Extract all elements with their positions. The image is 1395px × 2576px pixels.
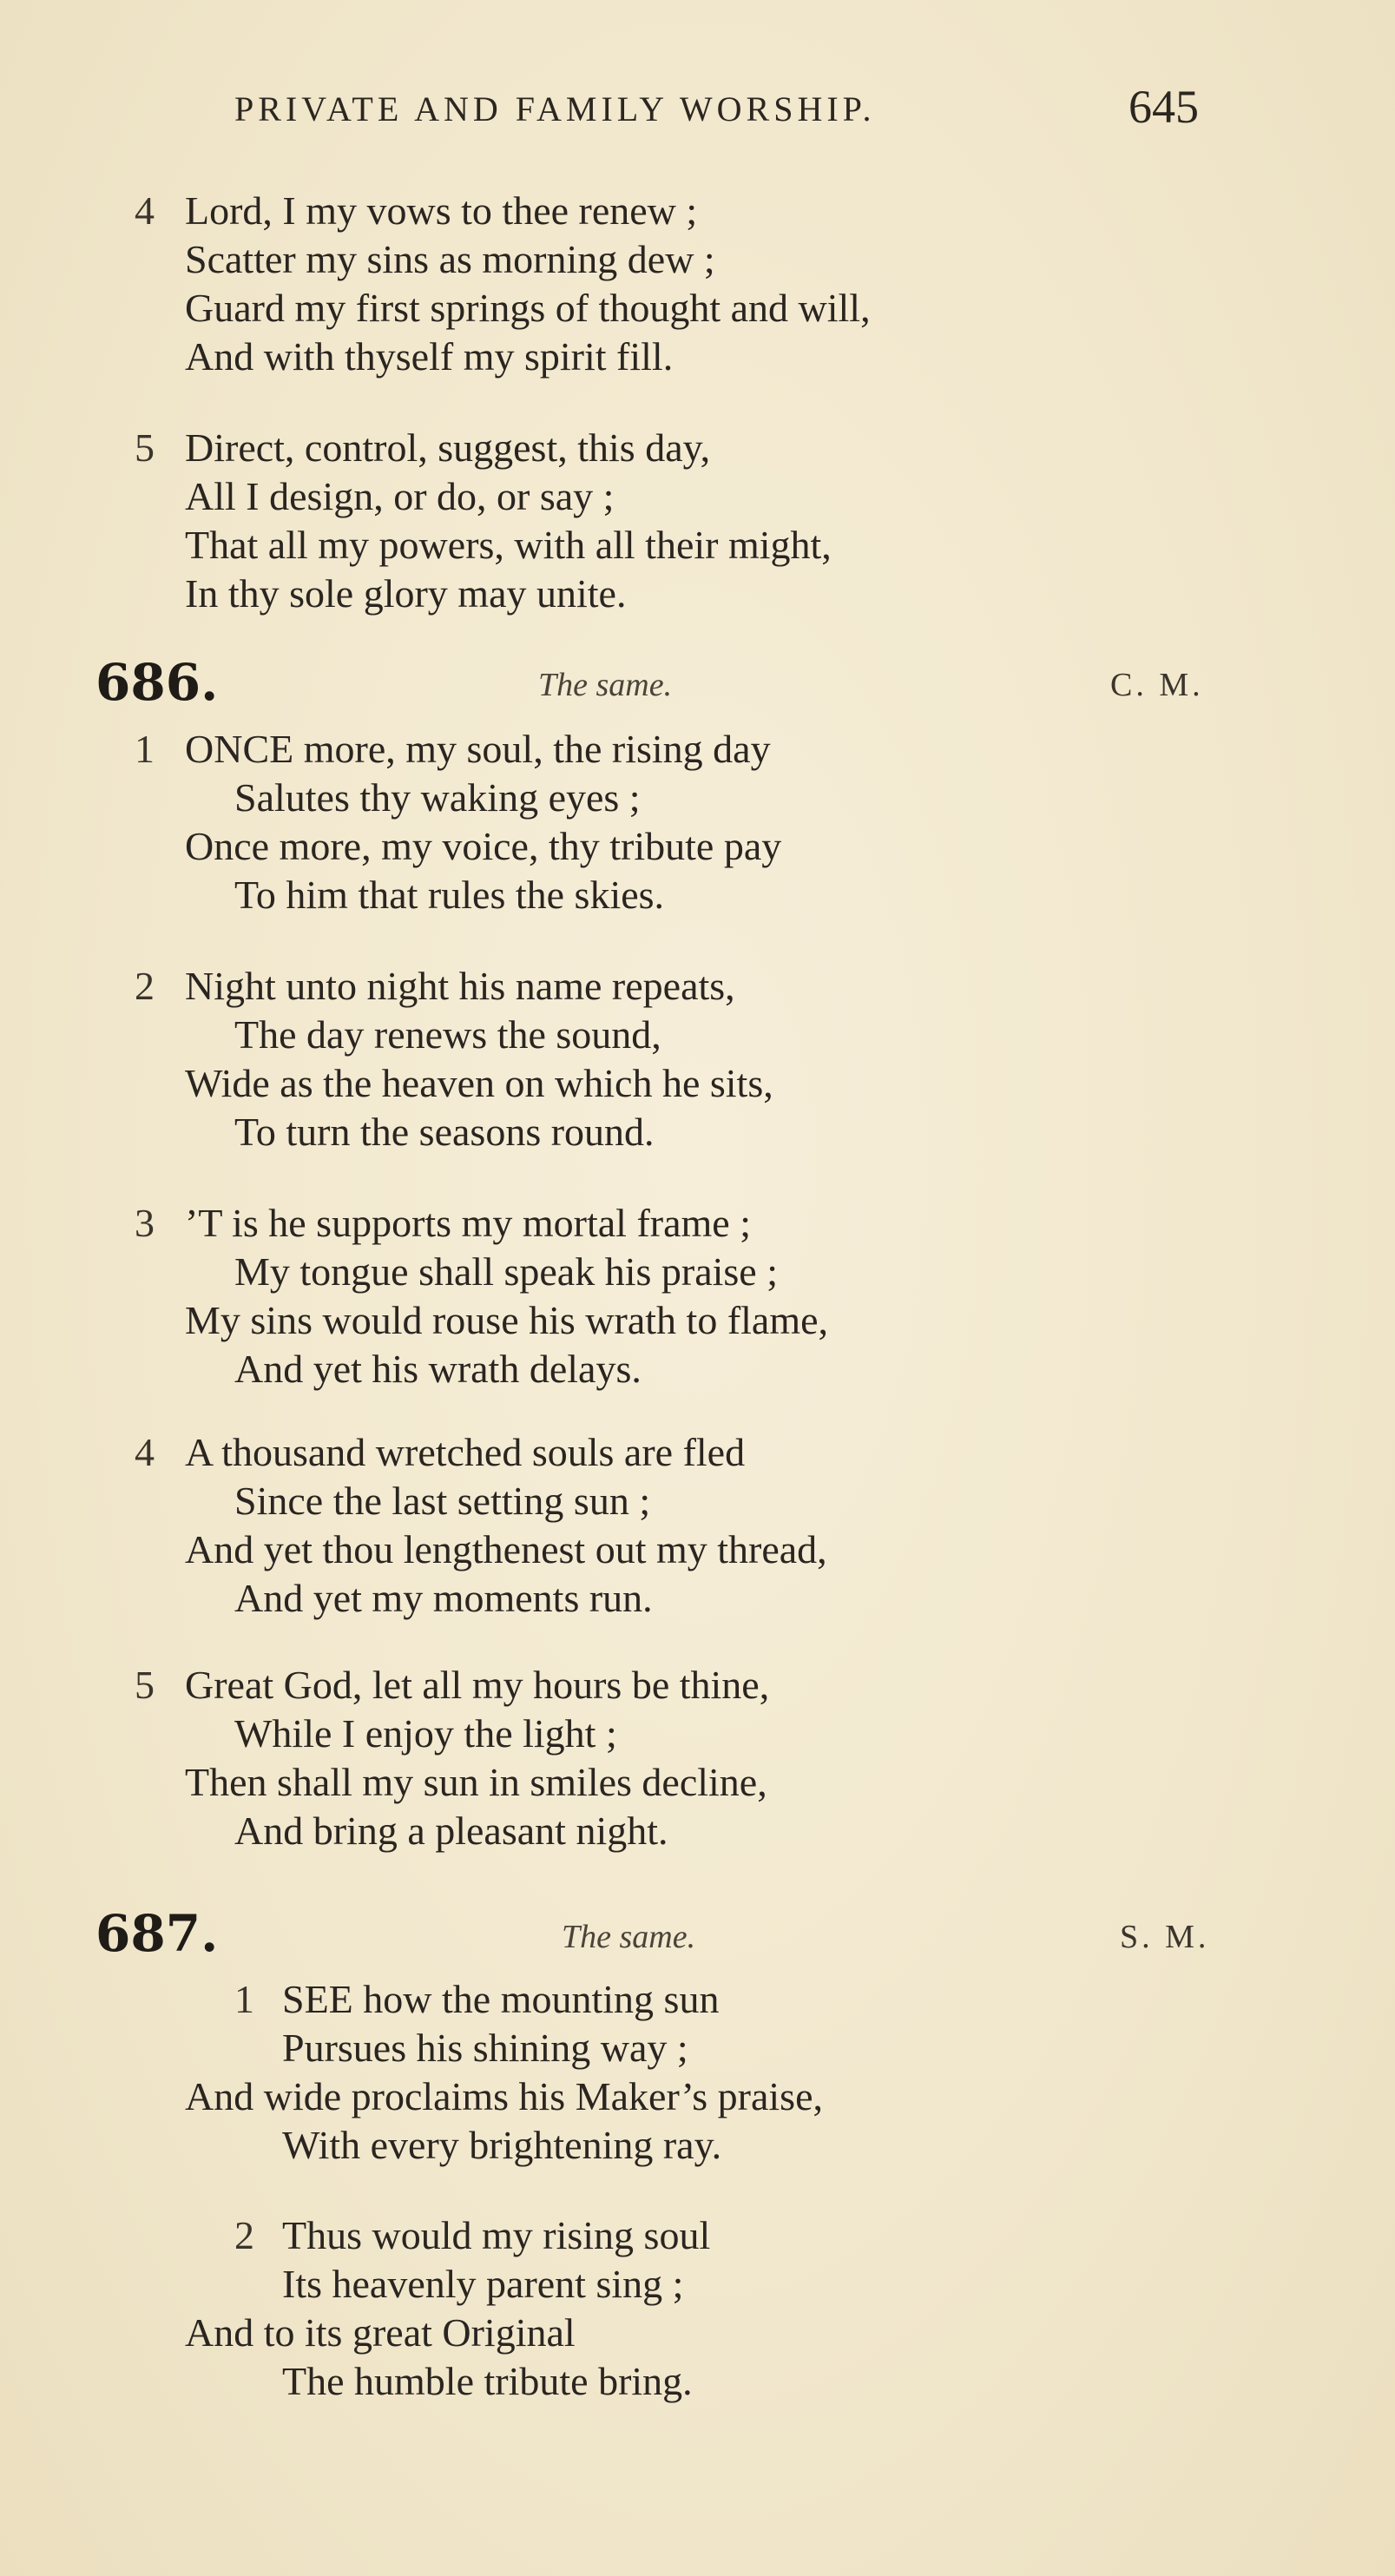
verse-number: 5	[135, 1663, 155, 1707]
verse-line: Night unto night his name repeats,	[185, 964, 735, 1008]
hymn-meter: C. M.	[1110, 667, 1204, 703]
verse-line: And wide proclaims his Maker’s praise,	[185, 2074, 823, 2118]
verse-line: The humble tribute bring.	[282, 2359, 693, 2403]
verse-line: Wide as the heaven on which he sits,	[185, 1061, 773, 1105]
verse-line: To turn the seasons round.	[234, 1110, 655, 1154]
verse-line: Scatter my sins as morning dew ;	[185, 237, 715, 281]
verse-number: 4	[135, 188, 155, 233]
verse-line: Lord, I my vows to thee renew ;	[185, 188, 698, 233]
verse-line: ONCE more, my soul, the rising day	[185, 727, 771, 771]
verse-line: A thousand wretched souls are fled	[185, 1430, 746, 1474]
verse-number: 3	[135, 1201, 155, 1245]
verse-line: That all my powers, with all their might,	[185, 523, 832, 567]
hymn-title: The same.	[538, 667, 673, 703]
hymn-number: 687.	[95, 1904, 219, 1963]
verse-line: Guard my first springs of thought and will,	[185, 286, 871, 330]
verse-line: In thy sole glory may unite.	[185, 571, 627, 616]
verse-line: While I enjoy the light ;	[234, 1711, 617, 1756]
verse-line: And with thyself my spirit fill.	[185, 334, 674, 379]
verse-line: Since the last setting sun ;	[234, 1479, 651, 1523]
verse-number: 2	[234, 2213, 254, 2257]
verse-line: Its heavenly parent sing ;	[282, 2262, 684, 2306]
hymn-number: 686.	[95, 653, 219, 712]
verse-line: My sins would rouse his wrath to flame,	[185, 1298, 829, 1342]
verse-line: To him that rules the skies.	[234, 873, 665, 917]
verse-line: And yet my moments run.	[234, 1576, 653, 1620]
verse-line: Pursues his shining way ;	[282, 2026, 688, 2070]
verse-number: 4	[135, 1430, 155, 1474]
verse-line: The day renews the sound,	[234, 1012, 661, 1057]
verse-number: 5	[135, 425, 155, 470]
verse-number: 1	[234, 1977, 254, 2021]
page-number: 645	[1129, 81, 1199, 133]
verse-line: Great God, let all my hours be thine,	[185, 1663, 770, 1707]
verse-number: 2	[135, 964, 155, 1008]
verse-line: Once more, my voice, thy tribute pay	[185, 824, 782, 868]
verse-line: Thus would my rising soul	[282, 2213, 711, 2257]
verse-line: SEE how the mounting sun	[282, 1977, 720, 2021]
verse-line: And yet thou lengthenest out my thread,	[185, 1527, 827, 1571]
verse-line: With every brightening ray.	[282, 2123, 722, 2167]
verse-line: And bring a pleasant night.	[234, 1808, 668, 1853]
verse-line: And to its great Original	[185, 2310, 576, 2355]
verse-line: Salutes thy waking eyes ;	[234, 775, 641, 820]
running-title: PRIVATE AND FAMILY WORSHIP.	[234, 89, 876, 128]
verse-number: 1	[135, 727, 155, 771]
hymn-meter: S. M.	[1120, 1919, 1210, 1955]
verse-line: Then shall my sun in smiles decline,	[185, 1760, 767, 1804]
verse-line: My tongue shall speak his praise ;	[234, 1249, 779, 1294]
verse-line: ’T is he supports my mortal frame ;	[185, 1201, 751, 1245]
verse-line: And yet his wrath delays.	[234, 1347, 642, 1391]
verse-line: All I design, or do, or say ;	[185, 474, 615, 518]
hymn-title: The same.	[562, 1919, 696, 1955]
verse-line: Direct, control, suggest, this day,	[185, 425, 711, 470]
